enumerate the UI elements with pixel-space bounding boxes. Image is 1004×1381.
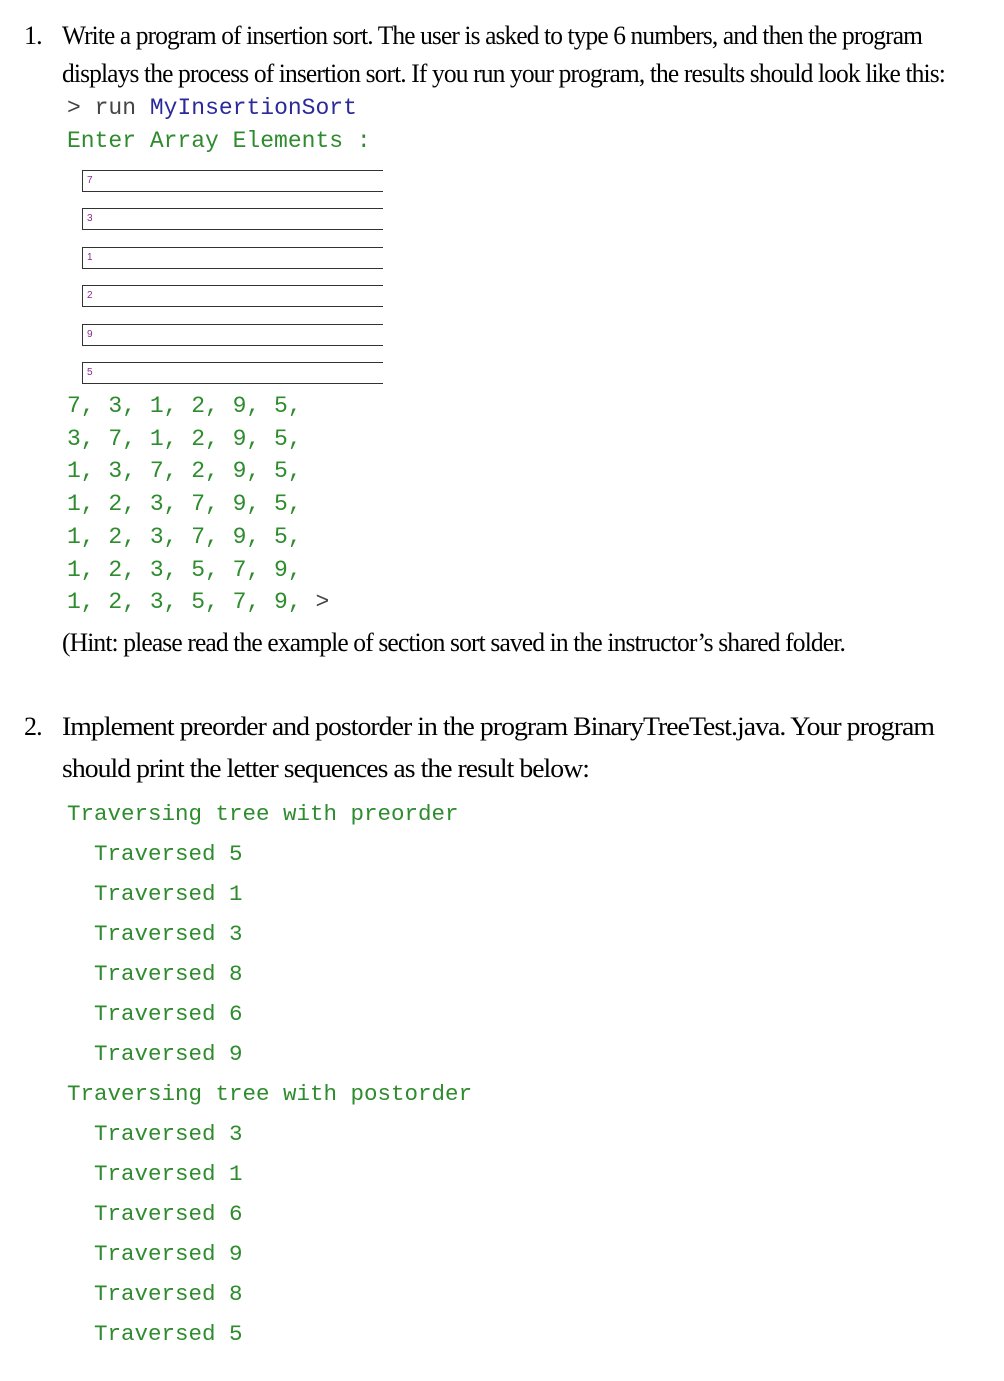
postorder-line: Traversed 9 bbox=[94, 1241, 243, 1267]
input-value: 5 bbox=[87, 367, 93, 378]
sort-row-final bbox=[67, 589, 329, 615]
preorder-line: Traversed 1 bbox=[94, 881, 243, 907]
preorder-line: Traversed 3 bbox=[94, 921, 243, 947]
prompt: > bbox=[67, 95, 81, 121]
q2-text-line1: Implement preorder and postorder in the program BinaryTreeTest.java. Your program bbox=[62, 712, 934, 741]
enter-label: Enter Array Elements : bbox=[67, 128, 371, 154]
sort-row: 1, 2, 3, 5, 7, 9, bbox=[67, 589, 302, 615]
sort-row: 1, 2, 3, 7, 9, 5, bbox=[67, 524, 302, 550]
run-keyword: run bbox=[94, 95, 137, 121]
postorder-line: Traversed 1 bbox=[94, 1161, 243, 1187]
postorder-line: Traversed 5 bbox=[94, 1321, 243, 1347]
postorder-line: Traversed 3 bbox=[94, 1121, 243, 1147]
array-input-5[interactable] bbox=[82, 324, 383, 346]
sort-row: 1, 3, 7, 2, 9, 5, bbox=[67, 458, 302, 484]
preorder-line: Traversed 5 bbox=[94, 841, 243, 867]
input-value: 3 bbox=[87, 213, 93, 224]
q1-number: 1. bbox=[24, 21, 42, 50]
q1-text-line1: Write a program of insertion sort. The user is asked to type 6 numbers, and then the program bbox=[62, 21, 922, 50]
postorder-line: Traversed 8 bbox=[94, 1281, 243, 1307]
sort-row: 1, 2, 3, 5, 7, 9, bbox=[67, 557, 302, 583]
postorder-line: Traversed 6 bbox=[94, 1201, 243, 1227]
sort-row: 3, 7, 1, 2, 9, 5, bbox=[67, 426, 302, 452]
preorder-header: Traversing tree with preorder bbox=[67, 801, 459, 827]
array-input-1[interactable] bbox=[82, 170, 383, 192]
q2-number: 2. bbox=[24, 712, 42, 741]
input-value: 2 bbox=[87, 290, 93, 301]
postorder-header: Traversing tree with postorder bbox=[67, 1081, 473, 1107]
end-prompt: > bbox=[315, 589, 330, 615]
preorder-line: Traversed 9 bbox=[94, 1041, 243, 1067]
array-input-3[interactable] bbox=[82, 247, 383, 269]
q2-text-line2: should print the letter sequences as the result below: bbox=[62, 754, 589, 783]
program-name: MyInsertionSort bbox=[149, 95, 357, 121]
input-value: 1 bbox=[87, 252, 93, 263]
run-command bbox=[67, 95, 357, 121]
sort-row: 7, 3, 1, 2, 9, 5, bbox=[67, 393, 302, 419]
q1-text-line2: displays the process of insertion sort. If you run your program, the results should look like this: bbox=[62, 59, 945, 88]
sort-row: 1, 2, 3, 7, 9, 5, bbox=[67, 491, 302, 517]
preorder-line: Traversed 6 bbox=[94, 1001, 243, 1027]
array-input-4[interactable] bbox=[82, 285, 383, 307]
input-value: 9 bbox=[87, 329, 93, 340]
input-value: 7 bbox=[87, 175, 93, 186]
array-input-6[interactable] bbox=[82, 362, 383, 384]
preorder-line: Traversed 8 bbox=[94, 961, 243, 987]
q1-hint: (Hint: please read the example of section sort saved in the instructor’s shared folder. bbox=[62, 628, 845, 657]
array-input-2[interactable] bbox=[82, 208, 383, 230]
